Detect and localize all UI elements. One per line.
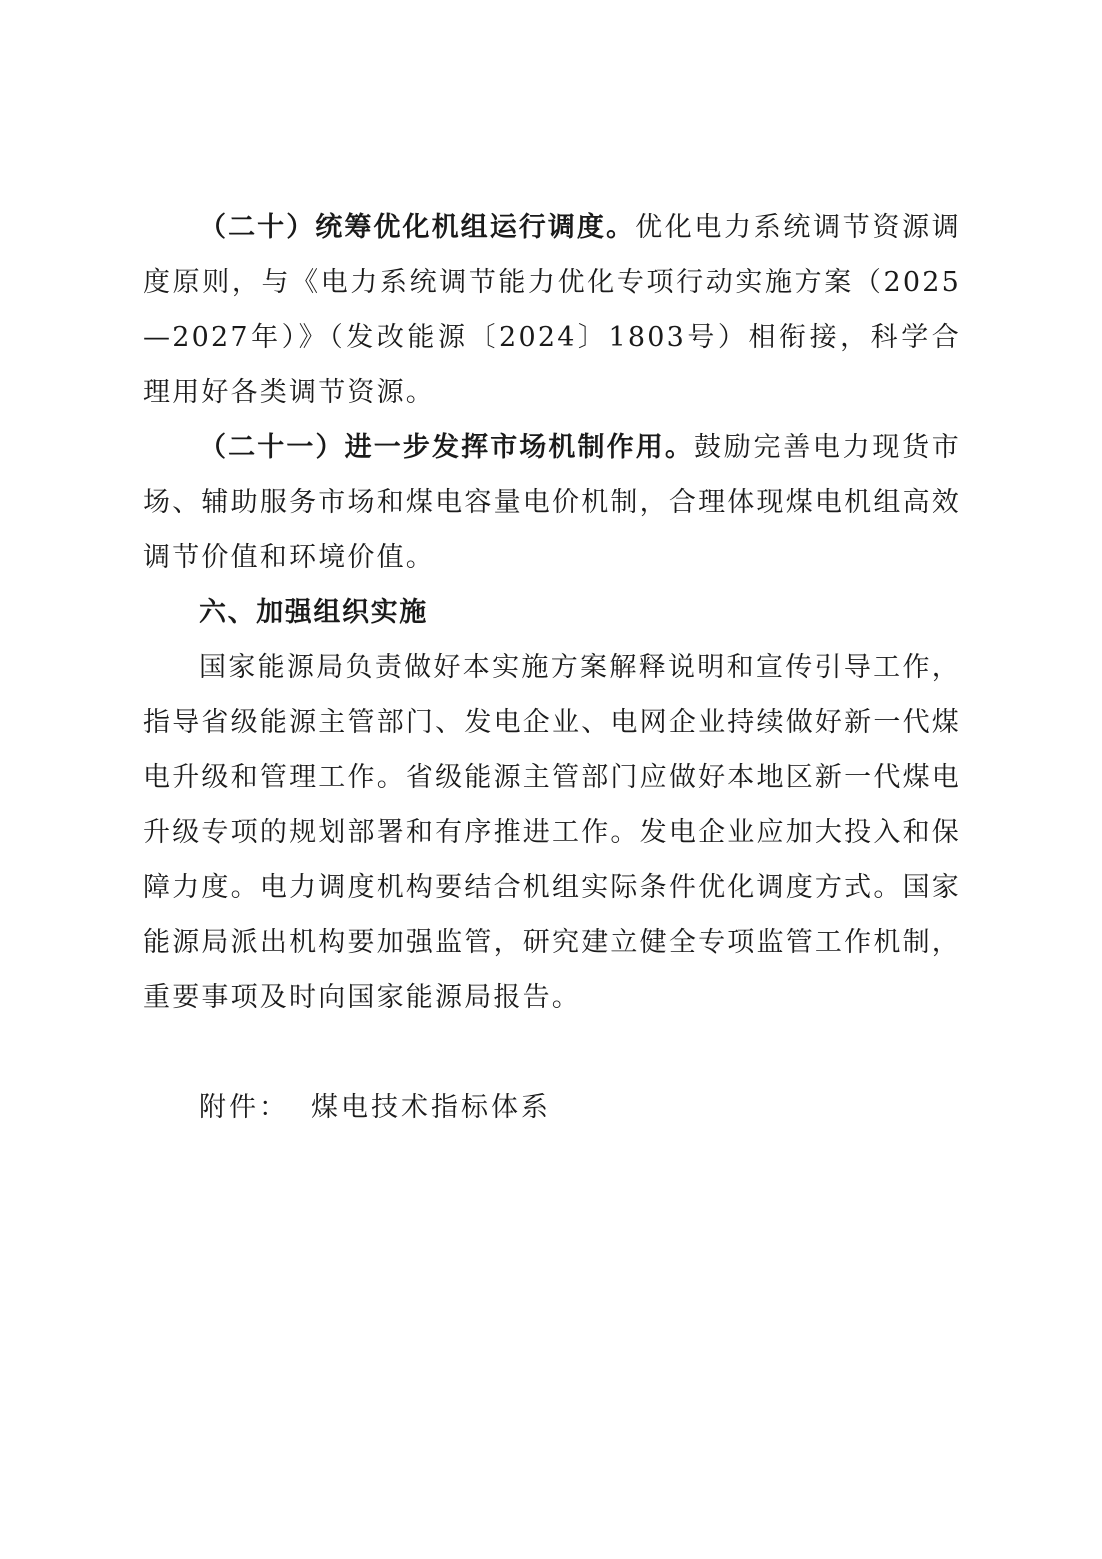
section-6-heading: 六、加强组织实施: [199, 597, 428, 628]
section-6-paragraph: 国家能源局负责做好本实施方案解释说明和宣传引导工作，指导省级能源主管部门、发电企业、电网企业持续做好新一代煤电升级和管理工作。省级能源主管部门应做好本地区新一代煤电升级专项的规划部署和有序推进工作。发电企业应加大投入和保障力度。电力调度机构要结合机组实际条件优化调度方式。国家能源局派出机构要加强监管，研究建立健全专项监管工作机制，重要事项及时向国家能源局报告。: [143, 652, 961, 1013]
attachment-label: 附件：: [199, 1092, 289, 1123]
paragraph-20-body: 优化电力系统调节资源调度原则，与《电力系统调节能力优化专项行动实施方案（2025—2027年）》（发改能源〔2024〕1803号）相衔接，科学合理用好各类调节资源。: [143, 212, 961, 408]
attachment-line: [143, 1080, 961, 1135]
attachment-title: 煤电技术指标体系: [311, 1092, 551, 1123]
paragraph-20: [143, 200, 961, 420]
paragraph-21: [143, 420, 961, 585]
paragraph-20-heading: （二十）统筹优化机组运行调度。: [199, 212, 636, 243]
paragraph-21-body: 鼓励完善电力现货市场、辅助服务市场和煤电容量电价机制，合理体现煤电机组高效调节价值和环境价值。: [143, 432, 961, 573]
document-body: [143, 200, 961, 1135]
paragraph-21-heading: （二十一）进一步发挥市场机制作用。: [199, 432, 695, 463]
